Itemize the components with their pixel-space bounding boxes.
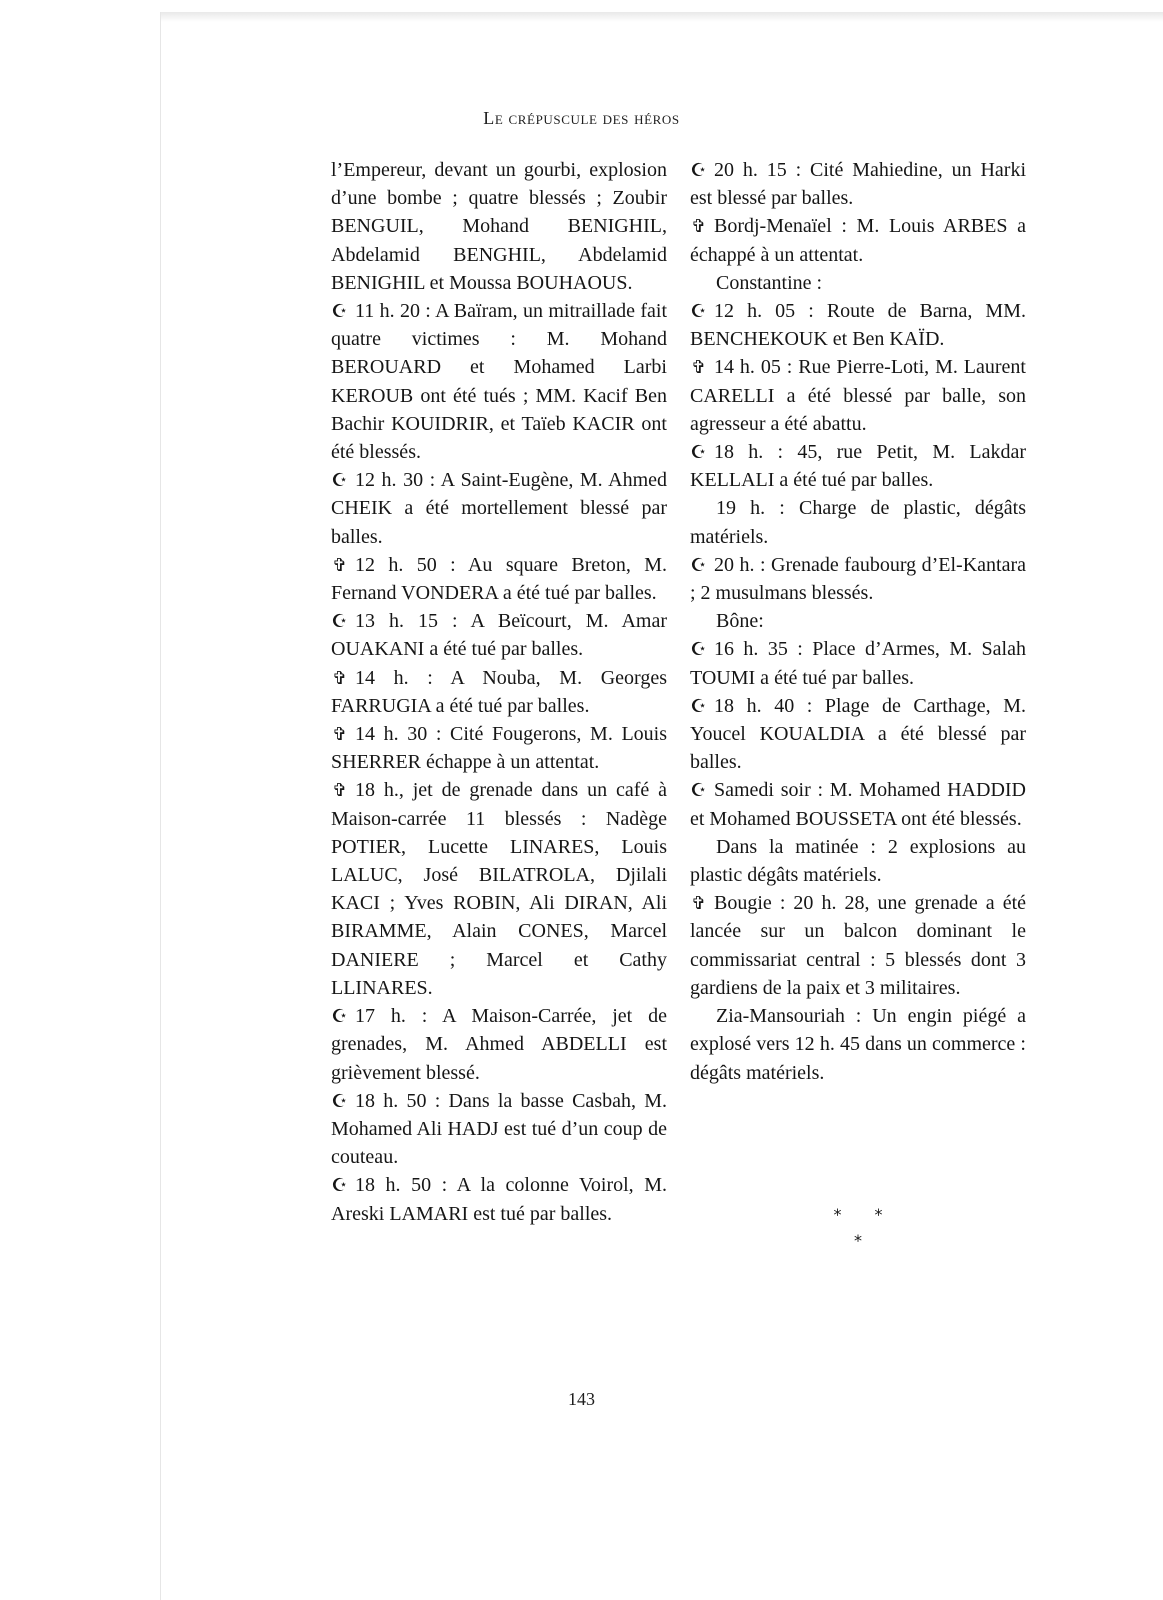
cross-icon: ✞ xyxy=(331,667,348,689)
entry-text: 12 h. 05 : Route de Barna, MM. BENCHEKOUK et Ben KAÏD. xyxy=(690,300,1026,351)
crescent-icon: ☪ xyxy=(690,160,707,181)
entry-text: 18 h. 50 : Dans la basse Casbah, M. Mohamed Ali HADJ est tué d’un coup de couteau. xyxy=(331,1089,667,1169)
crescent-icon: ☪ xyxy=(690,554,707,576)
entry-paragraph xyxy=(331,466,667,551)
entry-paragraph xyxy=(690,297,1026,353)
entry-text: Bordj-Menaïel : M. Louis ARBES a échappé à un attentat. xyxy=(690,215,1026,266)
entry-paragraph xyxy=(690,692,1026,777)
cross-icon: ✞ xyxy=(690,216,707,238)
entry-text: 16 h. 35 : Place d’Armes, M. Salah TOUMI a été tué par balles. xyxy=(690,638,1026,689)
separator-bottom-row: * xyxy=(854,1231,876,1250)
crescent-icon: ☪ xyxy=(690,780,707,802)
entry-text: 14 h. : A Nouba, M. Georges FARRUGIA a été tué par balles. xyxy=(331,666,667,717)
entry-text: Constantine : xyxy=(716,271,823,294)
entry-text: 19 h. : Charge de plastic, dégâts matériels. xyxy=(690,497,1026,548)
entry-paragraph xyxy=(690,156,1026,212)
entry-text: 18 h. 40 : Plage de Carthage, M. Youcel KOUALDIA a été blessé par balles. xyxy=(690,694,1026,774)
cross-icon: ✞ xyxy=(690,357,707,379)
entry-paragraph xyxy=(331,1171,667,1227)
right-column xyxy=(690,156,1026,1087)
entry-paragraph xyxy=(690,833,1026,889)
entry-text: l’Empereur, devant un gourbi, explosion d’une bombe ; quatre blessés ; Zoubir BENGUIL, Mohand BENIGHIL, Abdelamid BENGHIL, Abdelamid BENIGHIL et Moussa BOUHAOUS. xyxy=(331,159,667,294)
entry-text: Bougie : 20 h. 28, une grenade a été lancée sur un balcon dominant le commissariat central : 5 blessés dont 3 gardiens de la paix et 3 militaires. xyxy=(690,892,1026,999)
entry-text: 17 h. : A Maison-Carrée, jet de grenades, M. Ahmed ABDELLI est grièvement blessé. xyxy=(331,1005,667,1084)
entry-paragraph xyxy=(331,720,667,776)
crescent-icon: ☪ xyxy=(331,301,348,323)
crescent-icon: ☪ xyxy=(690,301,707,323)
scan-edge-top xyxy=(160,12,1163,22)
cross-icon: ✞ xyxy=(331,780,348,802)
entry-text: 20 h. 15 : Cité Mahiedine, un Harki est blessé par balles. xyxy=(690,159,1026,210)
scan-edge-left xyxy=(160,12,161,1600)
entry-paragraph xyxy=(331,156,667,297)
entry-paragraph xyxy=(690,607,1026,635)
entry-paragraph xyxy=(690,438,1026,494)
page-number: 143 xyxy=(568,1389,595,1409)
entry-text: Dans la matinée : 2 explosions au plastic dégâts matériels. xyxy=(690,835,1026,887)
entry-paragraph xyxy=(331,1002,667,1087)
entry-text: 14 h. 30 : Cité Fougerons, M. Louis SHERRER échappe à un attentat. xyxy=(331,723,667,774)
entry-paragraph xyxy=(690,635,1026,691)
entry-paragraph xyxy=(331,607,667,663)
entry-paragraph xyxy=(690,889,1026,1002)
crescent-icon: ☪ xyxy=(331,611,348,633)
entry-text: 18 h. : 45, rue Petit, M. Lakdar KELLALI a été tué par balles. xyxy=(690,441,1026,492)
entry-text: 12 h. 50 : Au square Breton, M. Fernand VONDERA a été tué par balles. xyxy=(331,553,667,605)
entry-paragraph xyxy=(690,212,1026,268)
entry-paragraph xyxy=(331,776,667,1002)
entry-paragraph xyxy=(690,1002,1026,1087)
crescent-icon: ☪ xyxy=(331,1175,348,1197)
section-separator xyxy=(690,1202,1026,1254)
crescent-icon: ☪ xyxy=(331,1090,348,1112)
entry-text: 18 h. 50 : A la colonne Voirol, M. Areski LAMARI est tué par balles. xyxy=(331,1174,667,1225)
entry-text: 12 h. 30 : A Saint-Eugène, M. Ahmed CHEIK a été mortellement blessé par balles. xyxy=(331,469,667,548)
entry-paragraph xyxy=(331,551,667,607)
separator-top-row: * * xyxy=(833,1205,897,1224)
entry-text: Bône: xyxy=(716,610,764,633)
entry-paragraph xyxy=(690,353,1026,438)
entry-text: 20 h. : Grenade faubourg d’El-Kantara ; 2 musulmans blessés. xyxy=(690,553,1026,605)
crescent-icon: ☪ xyxy=(331,1006,348,1028)
cross-icon: ✞ xyxy=(690,893,707,915)
running-head: Le crépuscule des héros xyxy=(483,108,680,128)
entry-paragraph xyxy=(690,494,1026,550)
crescent-icon: ☪ xyxy=(331,470,348,492)
entry-paragraph xyxy=(331,1087,667,1172)
entry-text: 11 h. 20 : A Baïram, un mitraillade fait quatre victimes : M. Mohand BEROUARD et Mohamed Larbi KEROUB ont été tués ; MM. Kacif Ben Bachir KOUIDRIR, et Taïeb KACIR ont été blessés. xyxy=(331,300,667,464)
entry-paragraph xyxy=(690,551,1026,607)
entry-text: 14 h. 05 : Rue Pierre-Loti, M. Laurent CARELLI a été blessé par balle, son agresseur a été abattu. xyxy=(690,356,1026,435)
entry-paragraph xyxy=(331,297,667,466)
entry-text: 18 h., jet de grenade dans un café à Maison-carrée 11 blessés : Nadège POTIER, Lucette LINARES, Louis LALUC, José BILATROLA, Djilali KACI ; Yves ROBIN, Ali DIRAN, Ali BIRAMME, Alain CONES, Marcel DANIERE ; Marcel et Cathy LLINARES. xyxy=(331,779,667,999)
crescent-icon: ☪ xyxy=(690,695,707,717)
crescent-icon: ☪ xyxy=(690,442,707,464)
entry-paragraph xyxy=(690,269,1026,297)
left-column xyxy=(331,156,667,1228)
cross-icon: ✞ xyxy=(331,554,348,576)
cross-icon: ✞ xyxy=(331,724,348,746)
entry-text: Samedi soir : M. Mohamed HADDID et Mohamed BOUSSETA ont été blessés. xyxy=(690,779,1026,830)
entry-paragraph xyxy=(331,664,667,720)
entry-text: Zia-Mansouriah : Un engin piégé a explosé vers 12 h. 45 dans un commerce : dégâts matériels. xyxy=(690,1005,1026,1084)
entry-paragraph xyxy=(690,776,1026,832)
entry-text: 13 h. 15 : A Beïcourt, M. Amar OUAKANI a été tué par balles. xyxy=(331,610,667,661)
crescent-icon: ☪ xyxy=(690,639,707,661)
